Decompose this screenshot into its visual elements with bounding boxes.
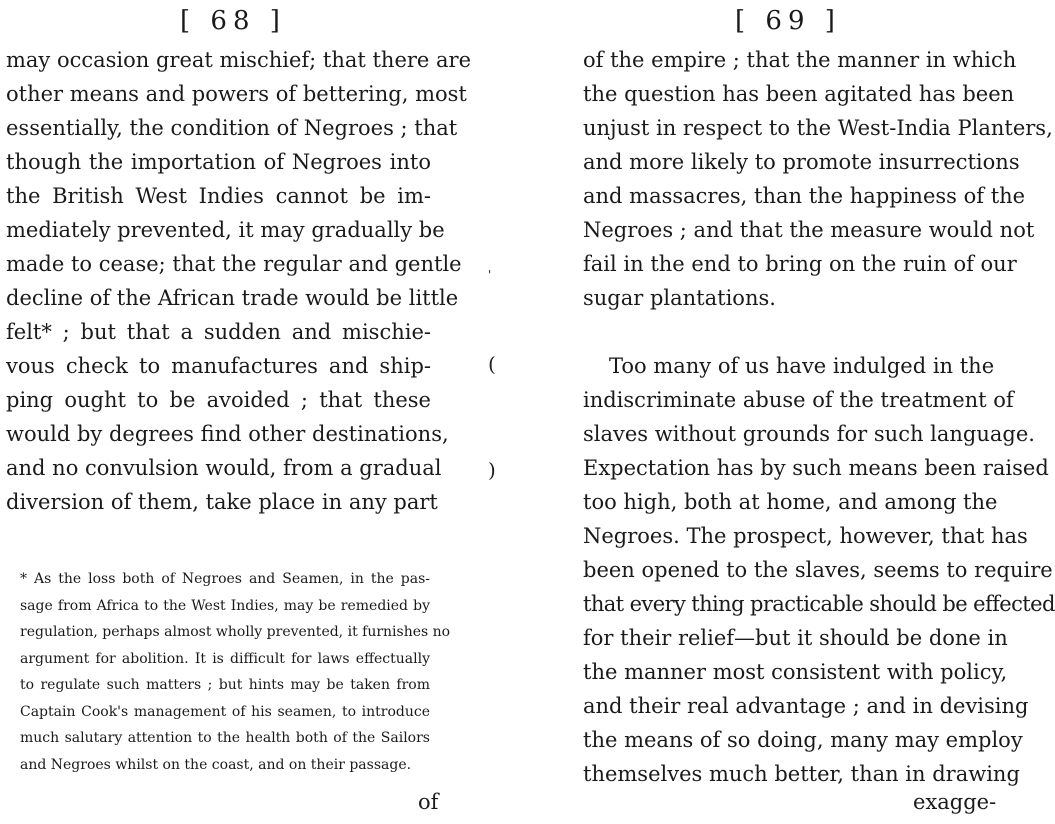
gutter-mark: ) (488, 458, 496, 482)
right-line: and more likely to promote insurrections (583, 150, 1020, 174)
footnote-line: regulation, perhaps almost wholly prevented, it furnishes no (20, 624, 451, 640)
left-line: ping ought to be avoided ; that these (6, 388, 431, 412)
left-line: and no convulsion would, from a gradual (6, 456, 442, 480)
right-line: slaves without grounds for such language. (583, 422, 1035, 446)
footnote-line: * As the loss both of Negroes and Seamen, in the pas- (20, 571, 430, 587)
right-line: the question has been agitated has been (583, 82, 1015, 106)
footnote-line: Captain Cook's management of his seamen, to introduce (20, 703, 430, 720)
left-line: would by degrees find other destinations, (6, 422, 449, 446)
gutter-mark: ' (488, 268, 492, 282)
right-line: themselves much better, than in drawing (583, 762, 1020, 786)
footnote-line: argument for abolition. It is difficult for laws effectually (20, 650, 430, 667)
right-line: and massacres, than the happiness of the (583, 184, 1026, 208)
right-line: Expectation has by such means been raised (583, 456, 1049, 480)
right-page-number: [ 69 ] (735, 6, 841, 36)
left-line: diversion of them, take place in any part (6, 490, 438, 514)
right-line: the manner most consistent with policy, (583, 660, 1008, 684)
right-line: of the empire ; that the manner in which (583, 48, 1017, 72)
left-line: felt* ; but that a sudden and mischie- (6, 320, 431, 344)
right-line: too high, both at home, and among the (583, 490, 998, 514)
right-line: for their relief—but it should be done in (583, 626, 1008, 650)
left-catchword: of (418, 790, 439, 814)
right-line: sugar plantations. (583, 286, 776, 310)
right-line: fail in the end to bring on the ruin of our (583, 252, 1017, 276)
right-catchword: exagge- (913, 790, 997, 814)
right-line: indiscriminate abuse of the treatment of (583, 388, 1014, 412)
left-line: may occasion great mischief; that there are (6, 48, 472, 72)
left-page-body (6, 44, 472, 524)
footnote-line: much salutary attention to the health both of the Sailors (20, 730, 430, 746)
right-line: Negroes. The prospect, however, that has (583, 524, 1028, 548)
left-line: though the importation of Negroes into (6, 150, 431, 174)
left-line: made to cease; that the regular and gentle (6, 252, 462, 276)
right-line: that every thing practicable should be effected (583, 592, 1055, 616)
left-line: the British West Indies cannot be im- (6, 184, 431, 208)
left-line: vous check to manufactures and ship- (6, 354, 431, 378)
right-line: been opened to the slaves, seems to require (583, 558, 1053, 582)
right-page-body (583, 44, 1055, 824)
gutter-mark: ( (488, 352, 496, 376)
left-line: decline of the African trade would be little (6, 286, 459, 310)
right-line: Negroes ; and that the measure would not (583, 218, 1035, 242)
left-line: mediately prevented, it may gradually be (6, 218, 445, 242)
footnote-line: and Negroes whilst on the coast, and on their passage. (20, 756, 412, 773)
left-page-number: [ 68 ] (180, 6, 286, 36)
footnote-line: sage from Africa to the West Indies, may be remedied by (20, 597, 430, 614)
left-line: other means and powers of bettering, most (6, 82, 467, 106)
right-line: Too many of us have indulged in the (609, 354, 995, 378)
right-line: unjust in respect to the West-India Planters, (583, 116, 1053, 140)
right-line: and their real advantage ; and in devising (583, 694, 1029, 718)
left-line: essentially, the condition of Negroes ; that (6, 116, 458, 140)
footnote (20, 566, 451, 773)
footnote-line: to regulate such matters ; but hints may be taken from (20, 677, 430, 693)
right-line: the means of so doing, many may employ (583, 728, 1023, 752)
